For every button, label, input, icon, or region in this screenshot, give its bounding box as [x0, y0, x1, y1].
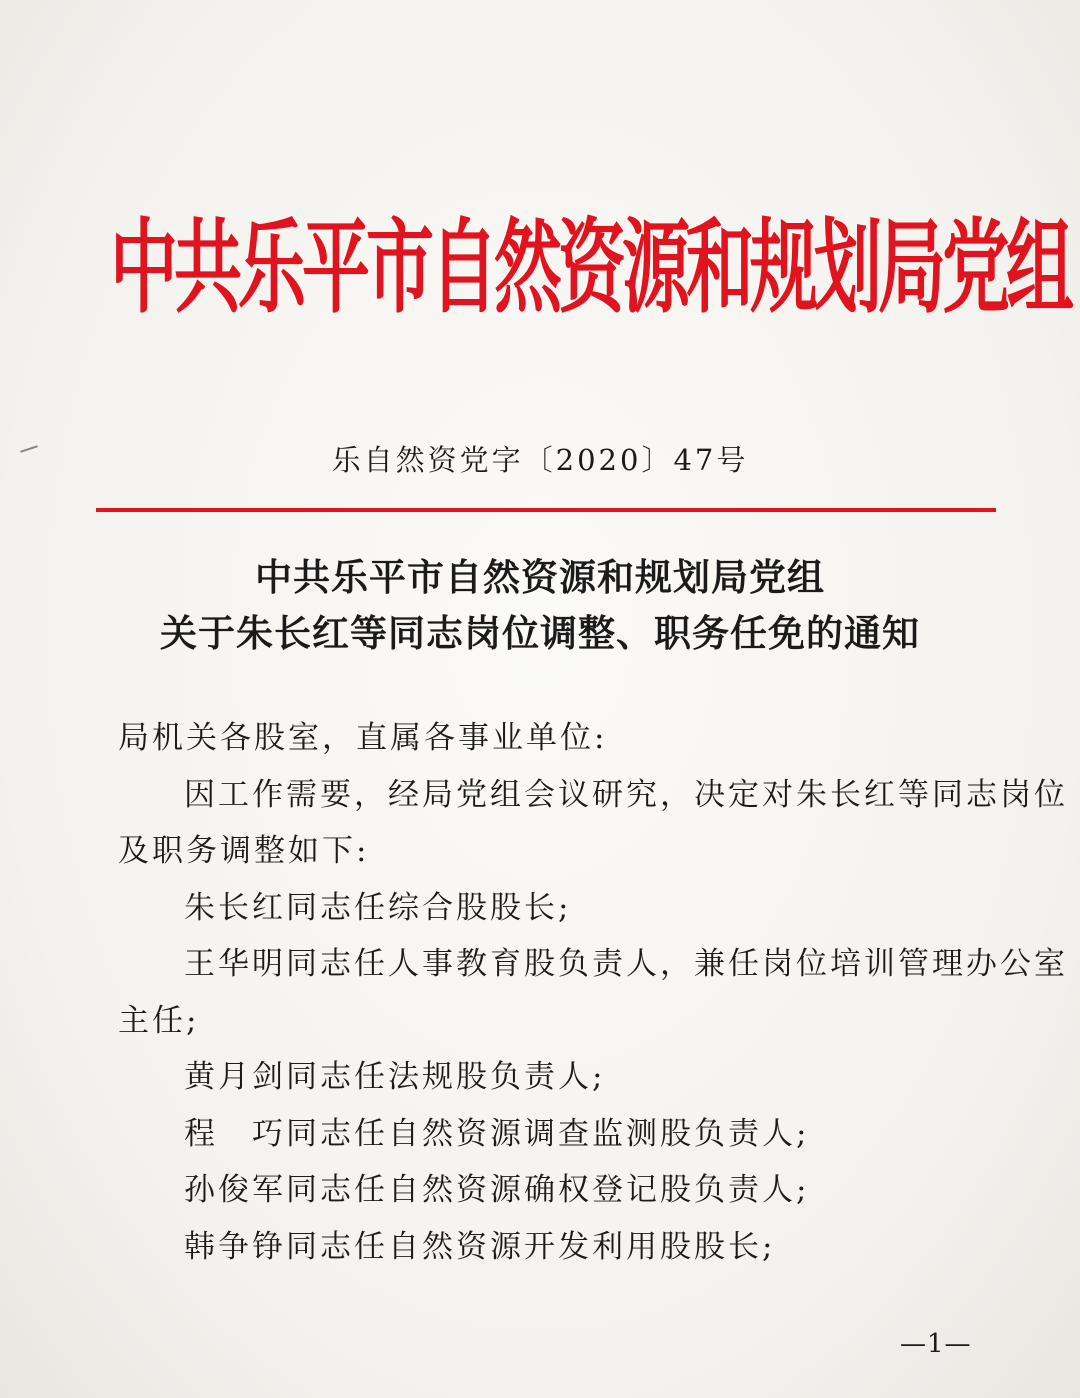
notice-body [118, 710, 1068, 1275]
appointment-item: 孙俊军同志任自然资源确权登记股负责人; [184, 1172, 810, 1208]
intro-paragraph-line-1: 因工作需要，经局党组会议研究，决定对朱长红等同志岗位 [184, 776, 1068, 813]
masthead: 中共乐平市自然资源和规划局党组 [110, 210, 1071, 329]
appointment-item: 黄月剑同志任法规股负责人; [184, 1059, 606, 1095]
notice-title-line-1: 中共乐平市自然资源和规划局党组 [255, 555, 825, 599]
appointment-item-continuation: 主任; [118, 1002, 200, 1039]
appointment-item: 程 巧同志任自然资源调查监测股负责人; [184, 1115, 810, 1152]
document-number: 乐自然资党字〔2020〕47号 [331, 443, 749, 477]
appointment-item: 朱长红同志任综合股股长; [184, 889, 572, 926]
appointment-item: 韩争铮同志任自然资源开发利用股股长; [184, 1228, 776, 1265]
appointment-item: 王华明同志任人事教育股负责人，兼任岗位培训管理办公室 [184, 946, 1068, 982]
page-number: —1— [900, 1329, 972, 1359]
intro-paragraph-line-2: 及职务调整如下: [118, 833, 370, 869]
notice-title-line-2: 关于朱长红等同志岗位调整、职务任免的通知 [160, 611, 920, 655]
red-divider-line [96, 508, 996, 512]
salutation: 局机关各股室，直属各事业单位: [118, 720, 608, 756]
